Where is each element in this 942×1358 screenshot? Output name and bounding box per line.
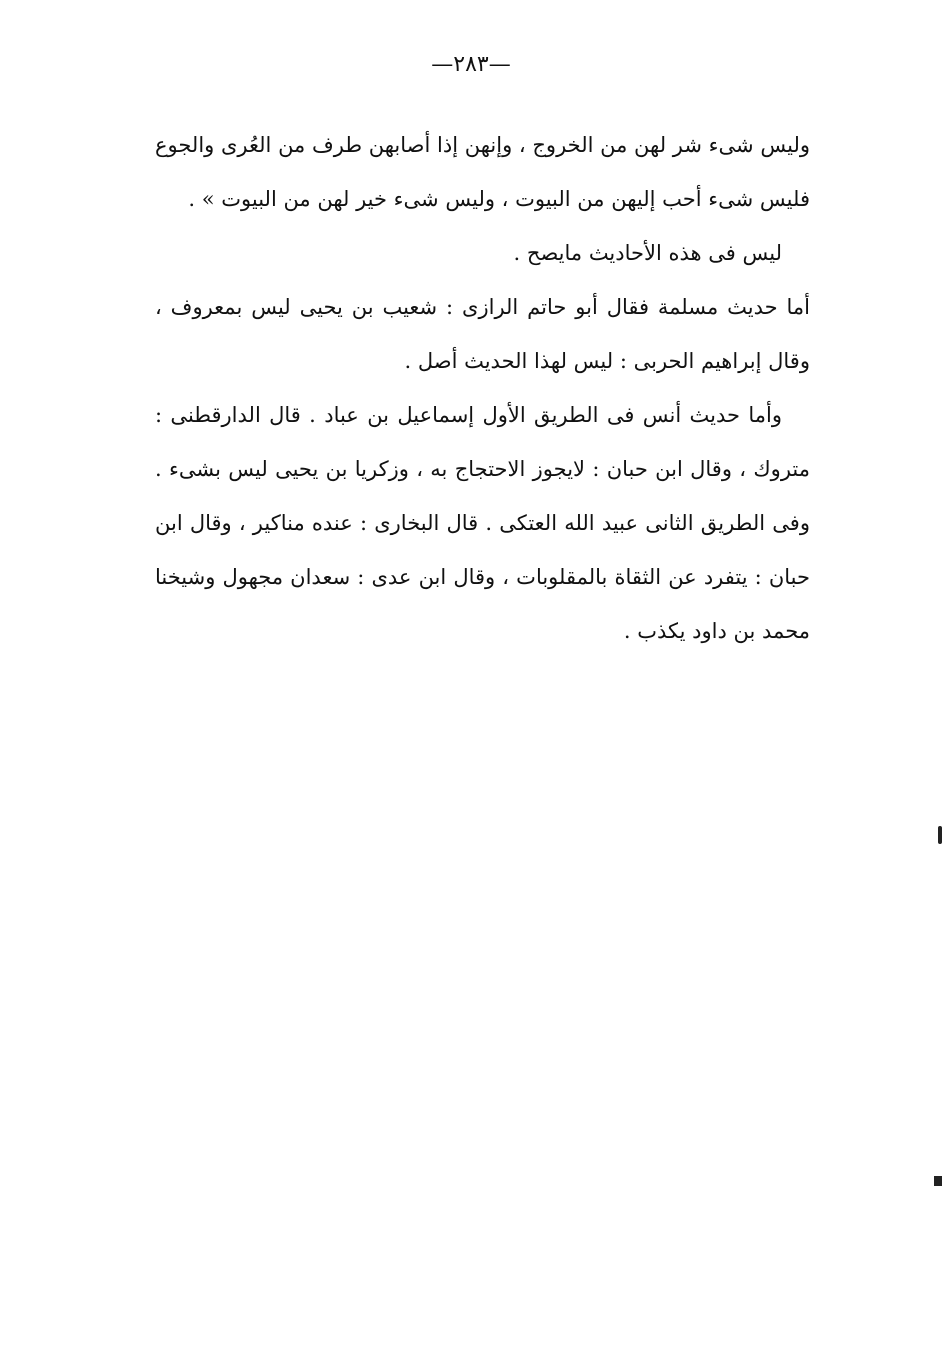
- page-number: —٢٨٣—: [431, 52, 511, 77]
- text-line: فليس شىء أحب إليهن من البيوت ، وليس شىء خير لهن من البيوت » .: [188, 187, 810, 211]
- text-line: وأما حديث أنس فى الطريق الأول إسماعيل بن عباد . قال الدارقطنى :: [155, 403, 782, 427]
- scan-edge-mark: [938, 826, 942, 844]
- text-line: حبان : يتفرد عن الثقاة بالمقلوبات ، وقال ابن عدى : سعدان مجهول وشيخنا: [155, 565, 810, 589]
- text-line: وقال إبراهيم الحربى : ليس لهذا الحديث أصل .: [404, 349, 810, 373]
- scan-edge-mark: [934, 1176, 942, 1186]
- text-line: وفى الطريق الثانى عبيد الله العتكى . قال البخارى : عنده مناكير ، وقال ابن: [155, 511, 810, 535]
- text-line: أما حديث مسلمة فقال أبو حاتم الرازى : شعيب بن يحيى ليس بمعروف ،: [155, 295, 810, 319]
- body-text: [155, 118, 810, 658]
- text-line: متروك ، وقال ابن حبان : لايجوز الاحتجاج به ، وزكريا بن يحيى ليس بشىء .: [155, 457, 810, 481]
- text-line: وليس شىء شر لهن من الخروج ، وإنهن إذا أصابهن طرف من العُرى والجوع: [155, 133, 810, 157]
- text-line: ليس فى هذه الأحاديث مايصح .: [513, 241, 782, 265]
- text-line: محمد بن داود يكذب .: [623, 619, 810, 643]
